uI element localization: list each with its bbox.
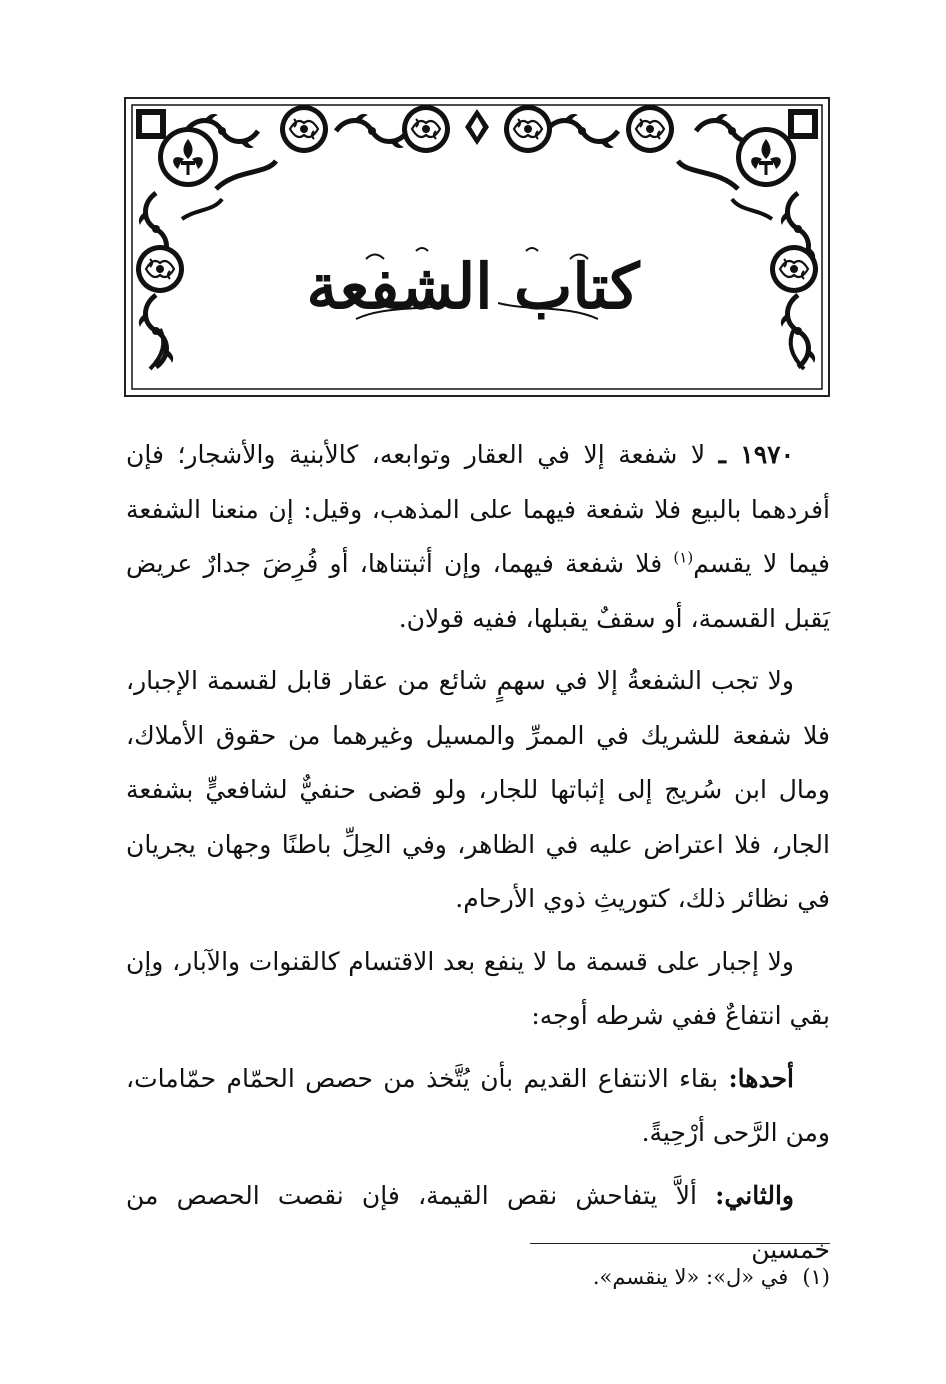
paragraph-text: بقاء الانتفاع القديم بأن يُتَّخذ من حصص الحمّام حمّامات، ومن الرَّحى أرْحِيةً. <box>126 1063 830 1147</box>
paragraph-text: لا شفعة إلا في العقار وتوابعه، كالأبنية والأشجار؛ فإن أفردهما بالبيع فلا شفعة فيهما على المذهب، وقيل: إن منعنا الشفعة فيما لا يقسم <box>126 440 831 578</box>
paragraph-text: ولا إجبار على قسمة ما لا ينفع بعد الاقتسام كالقنوات والآبار، وإن بقي انتفاعٌ ففي شرطه أوجه: <box>126 946 830 1030</box>
footnote-reference[interactable]: (١) <box>673 548 694 567</box>
footnote-number: (١) <box>802 1265 830 1289</box>
paragraph-text: فلا شفعة فيهما، وإن أثبتناها، أو فُرِضَ جدارٌ عريض يَقبل القسمة، أو سقفٌ يقبلها، ففيه قولان. <box>126 549 830 633</box>
paragraph-lead: أحدها: <box>728 1063 794 1093</box>
chapter-title: كتاب الشفعة <box>306 249 640 323</box>
paragraph-2 <box>126 654 830 927</box>
body-text <box>126 428 830 1286</box>
paragraph-1 <box>126 428 830 646</box>
paragraph-3 <box>126 935 830 1044</box>
paragraph-lead: والثاني: <box>715 1180 794 1210</box>
paragraph-text: ولا تجب الشفعةُ إلا في سهمٍ شائع من عقار قابل لقسمة الإجبار، فلا شفعة للشريك في الممرِّ والمسيل وغيرهما من حقوق الأملاك، ومال ابن سُريج إلى إثباتها للجار، ولو قضى حنفيٌّ لشافعيٍّ بشفعة الجار، فلا اعتراض عليه في الظاهر، وفي الحِلِّ باطنًا وجهان يجريان في نظائر ذلك، كتوريثِ ذوي الأرحام. <box>126 666 830 913</box>
footnote-divider <box>530 1243 830 1244</box>
footnote-text: في «ل»: «لا ينقسم». <box>592 1265 789 1289</box>
footnote <box>126 1260 830 1294</box>
paragraph-4 <box>126 1052 830 1161</box>
paragraph-number: ١٩٧٠ ـ <box>718 440 795 469</box>
paragraph-text: ألاَّ يتفاحش نقص القيمة، فإن نقصت الحصص من خمسين <box>126 1180 830 1264</box>
